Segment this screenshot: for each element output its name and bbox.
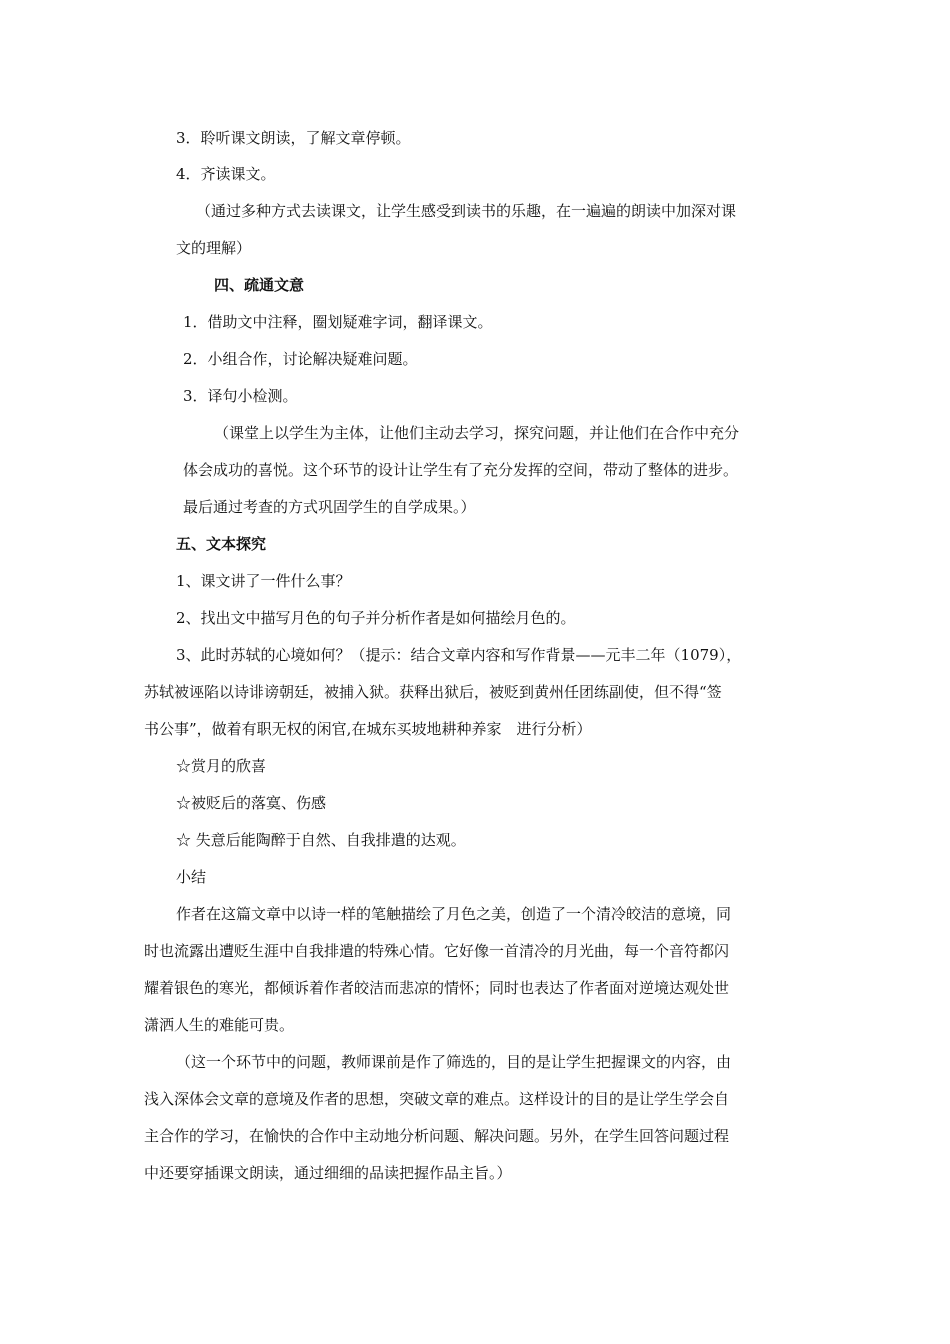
list-item: ☆赏月的欣喜 bbox=[176, 757, 267, 775]
text-line: 书公事”，做着有职无权的闲官,在城东买坡地耕种养家 进行分析） bbox=[144, 720, 592, 738]
text-line: 苏轼被诬陷以诗诽谤朝廷，被捕入狱。获释出狱后，被贬到黄州任团练副使，但不得“签 bbox=[144, 683, 722, 701]
text-line: 作者在这篇文章中以诗一样的笔触描绘了月色之美，创造了一个清冷皎洁的意境，同 bbox=[176, 905, 732, 923]
text-line: 1．借助文中注释，圈划疑难字词，翻译课文。 bbox=[183, 313, 493, 331]
text-line: （课堂上以学生为主体，让他们主动去学习，探究问题，并让他们在合作中充分 bbox=[214, 424, 740, 442]
section-heading: 五、文本探究 bbox=[176, 535, 267, 553]
text-line: 最后通过考查的方式巩固学生的自学成果。） bbox=[183, 498, 476, 516]
text-line: （这一个环节中的问题，教师课前是作了筛选的，目的是让学生把握课文的内容，由 bbox=[176, 1053, 732, 1071]
subheading: 小结 bbox=[176, 868, 207, 886]
text-line: 体会成功的喜悦。这个环节的设计让学生有了充分发挥的空间，带动了整体的进步。 bbox=[183, 461, 739, 479]
text-line: 耀着银色的寒光，都倾诉着作者皎洁而悲凉的情怀；同时也表达了作者面对逆境达观处世 bbox=[144, 979, 730, 997]
text-line: （通过多种方式去读课文，让学生感受到读书的乐趣，在一遍遍的朗读中加深对课 bbox=[196, 202, 737, 220]
text-line: 浅入深体会文章的意境及作者的思想，突破文章的难点。这样设计的目的是让学生学会自 bbox=[144, 1090, 730, 1108]
text-line: 中还要穿插课文朗读，通过细细的品读把握作品主旨。） bbox=[144, 1164, 512, 1182]
text-line: 1、课文讲了一件什么事？ bbox=[176, 572, 351, 590]
text-line: 2、找出文中描写月色的句子并分析作者是如何描绘月色的。 bbox=[176, 609, 576, 627]
text-line: 时也流露出遭贬生涯中自我排遣的特殊心情。它好像一首清冷的月光曲，每一个音符都闪 bbox=[144, 942, 730, 960]
text-line: 3．译句小检测。 bbox=[183, 387, 298, 405]
text-line: 3．聆听课文朗读，了解文章停顿。 bbox=[176, 129, 411, 147]
text-line: 2．小组合作，讨论解决疑难问题。 bbox=[183, 350, 418, 368]
text-line: 3、此时苏轼的心境如何？（提示：结合文章内容和写作背景——元丰二年（1079）， bbox=[176, 646, 742, 664]
text-line: 4．齐读课文。 bbox=[176, 165, 276, 183]
list-item: ☆ 失意后能陶醉于自然、自我排遣的达观。 bbox=[176, 831, 466, 849]
section-heading: 四、疏通文意 bbox=[214, 276, 305, 294]
text-line: 文的理解） bbox=[176, 239, 252, 257]
text-line: 主合作的学习，在愉快的合作中主动地分析问题、解决问题。另外，在学生回答问题过程 bbox=[144, 1127, 730, 1145]
list-item: ☆被贬后的落寞、伤感 bbox=[176, 794, 327, 812]
text-line: 潇洒人生的难能可贵。 bbox=[144, 1016, 295, 1034]
